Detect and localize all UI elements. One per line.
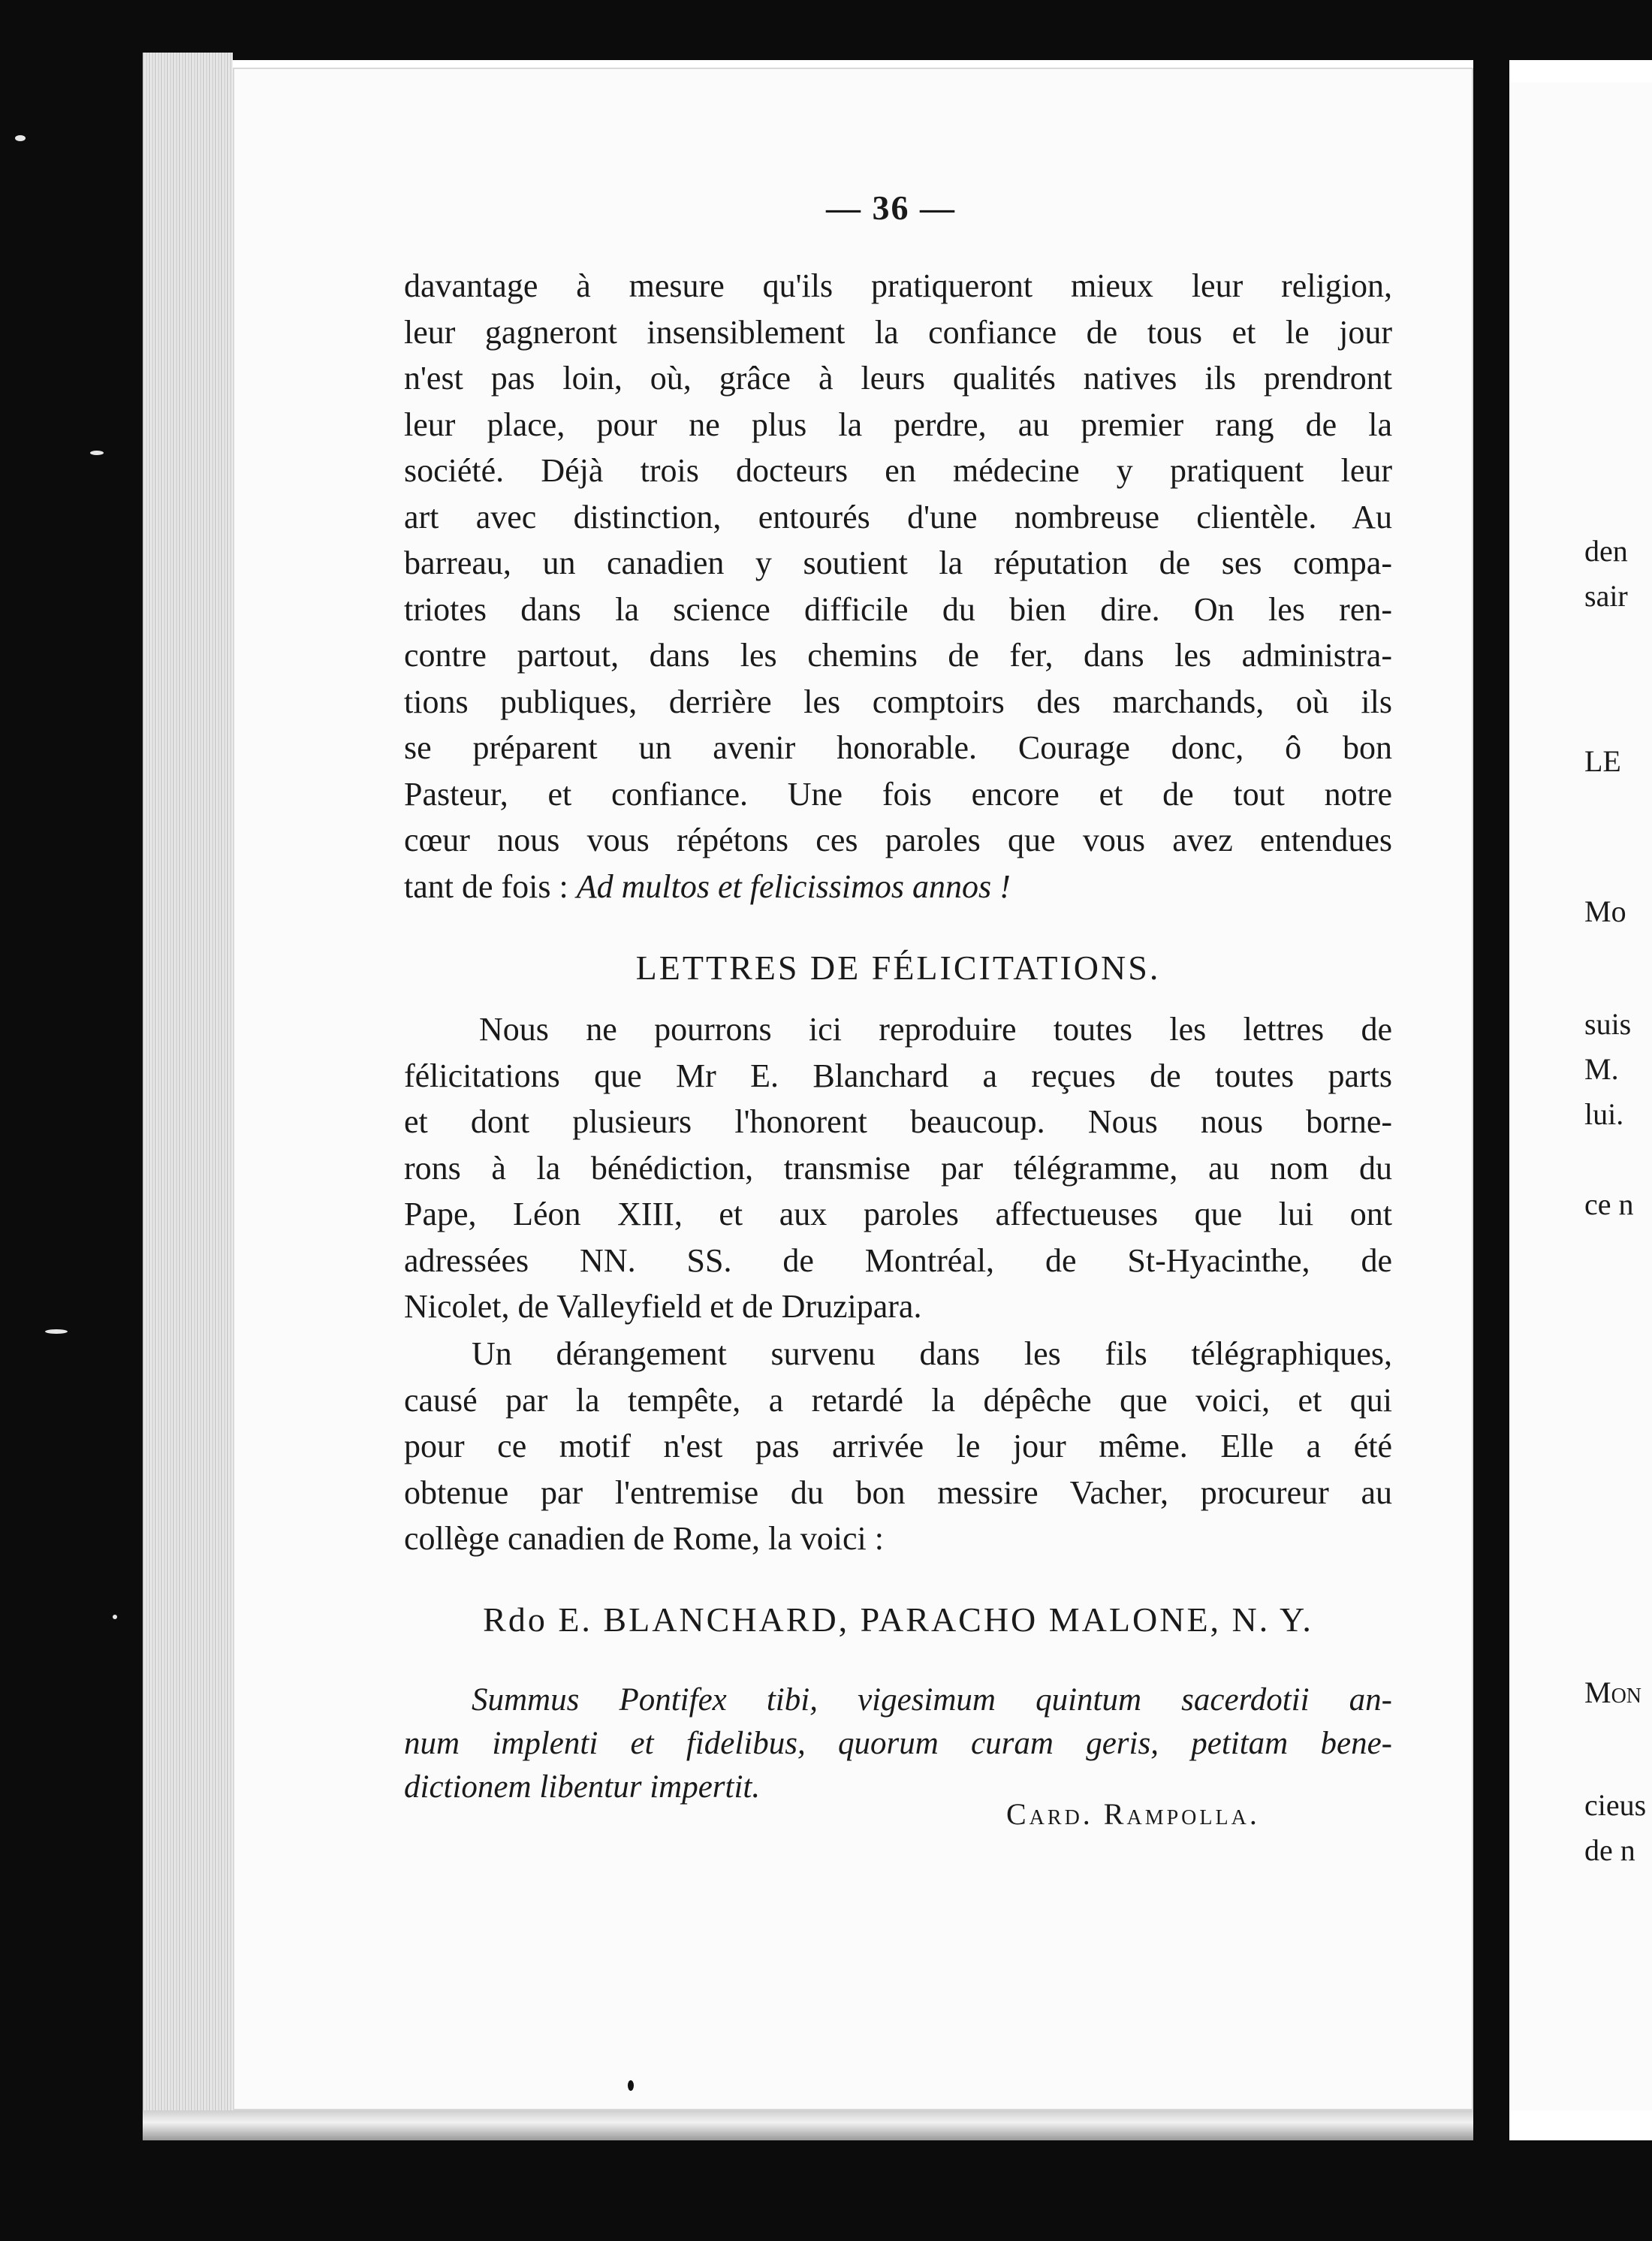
paragraph-2 xyxy=(404,1006,1392,1330)
page-stack-edges xyxy=(143,53,233,2125)
telegram-address: Rdo E. BLANCHARD, PARACHO MALONE, N. Y. xyxy=(483,1600,1313,1639)
text-line: Pape, Léon XIII, et aux paroles affectueuses que lui ont xyxy=(404,1196,1392,1232)
page-bottom-edge xyxy=(143,2110,1479,2140)
facing-page-fragment: suis xyxy=(1584,1007,1632,1041)
text-line: pour ce motif n'est pas arrivée le jour même. Elle a été xyxy=(404,1428,1392,1464)
text-line: dictionem libentur impertit. xyxy=(404,1769,761,1805)
paragraph-1 xyxy=(404,263,1392,909)
text-line: et dont plusieurs l'honorent beaucoup. Nous nous borne- xyxy=(404,1103,1392,1140)
text-line: tions publiques, derrière les comptoirs des marchands, où ils xyxy=(404,683,1392,720)
text-line: rons à la bénédiction, transmise par télégramme, au nom du xyxy=(404,1149,1392,1187)
paragraph-3 xyxy=(404,1331,1392,1562)
text-line: n'est pas loin, où, grâce à leurs qualités natives ils prendront xyxy=(404,360,1392,397)
facing-page-fragment: ce n xyxy=(1584,1187,1634,1221)
text-line: davantage à mesure qu'ils pratiqueront mieux leur religion, xyxy=(404,267,1392,304)
text-line: Nicolet, de Valleyfield et de Druzipara. xyxy=(404,1288,922,1325)
text-line: contre partout, dans les chemins de fer, dans les administra- xyxy=(404,637,1392,674)
text-line: causé par la tempête, a retardé la dépêche que voici, et qui xyxy=(404,1381,1392,1419)
text-line: cœur nous vous répétons ces paroles que vous avez entendues xyxy=(404,822,1392,858)
text-line: adressées NN. SS. de Montréal, de St-Hyacinthe, de xyxy=(404,1241,1392,1279)
text-line: num implenti et fidelibus, quorum curam geris, petitam bene- xyxy=(404,1726,1392,1761)
facing-page-fragment: lui. xyxy=(1584,1097,1624,1131)
scan-bottom-border xyxy=(0,2140,1652,2241)
facing-page-fragment: sair xyxy=(1584,579,1628,613)
text-line: obtenue par l'entremise du bon messire Vacher, procureur au xyxy=(404,1473,1392,1511)
scan-top-border xyxy=(0,0,1652,60)
facing-page xyxy=(1509,83,1652,2110)
text-line-prefix: tant de fois : xyxy=(404,867,577,905)
text-line: art avec distinction, entourés d'une nombreuse clientèle. Au xyxy=(404,498,1392,535)
facing-page-fragment: cieus xyxy=(1584,1788,1647,1822)
scan-speck xyxy=(15,135,26,141)
facing-page-fragment: Mon xyxy=(1584,1675,1642,1709)
facing-page-fragment: de n xyxy=(1584,1833,1635,1867)
text-line: félicitations que Mr E. Blanchard a reçues de toutes parts xyxy=(404,1057,1392,1094)
text-line xyxy=(404,864,1392,910)
latin-wish: Ad multos et felicissimos annos ! xyxy=(576,867,1011,905)
text-line: Un dérangement survenu dans les fils télégraphiques, xyxy=(472,1335,1392,1372)
text-line: collège canadien de Rome, la voici : xyxy=(404,1520,884,1557)
signature: Card. Rampolla. xyxy=(1006,1797,1260,1831)
text-line: barreau, un canadien y soutient la réputation de ses compa- xyxy=(404,544,1392,581)
text-line: triotes dans la science difficile du bien dire. On les ren- xyxy=(404,590,1392,628)
telegram-body xyxy=(404,1678,1392,1809)
page-number: — 36 — xyxy=(826,189,956,227)
text-line: leur gagneront insensiblement la confiance de tous et le jour xyxy=(404,313,1392,351)
facing-page-fragment: M. xyxy=(1584,1052,1619,1086)
text-line: leur place, pour ne plus la perdre, au premier rang de la xyxy=(404,406,1392,443)
facing-page-fragment: Mo xyxy=(1584,894,1626,928)
scan-speck xyxy=(90,451,104,455)
text-line: Nous ne pourrons ici reproduire toutes les lettres de xyxy=(479,1011,1392,1048)
book-gutter xyxy=(1473,0,1509,2241)
section-heading: LETTRES DE FÉLICITATIONS. xyxy=(635,949,1161,987)
text-line: Pasteur, et confiance. Une fois encore et de tout notre xyxy=(404,775,1392,813)
text-line: société. Déjà trois docteurs en médecine y pratiquent leur xyxy=(404,452,1392,489)
facing-page-fragment: den xyxy=(1584,534,1628,568)
ink-spot xyxy=(628,2080,634,2091)
scan-speck xyxy=(113,1615,117,1619)
text-line: Summus Pontifex tibi, vigesimum quintum sacerdotii an- xyxy=(472,1682,1392,1718)
scan-speck xyxy=(45,1329,68,1334)
facing-page-fragment: LE xyxy=(1584,744,1621,778)
text-line: se préparent un avenir honorable. Courage donc, ô bon xyxy=(404,729,1392,766)
